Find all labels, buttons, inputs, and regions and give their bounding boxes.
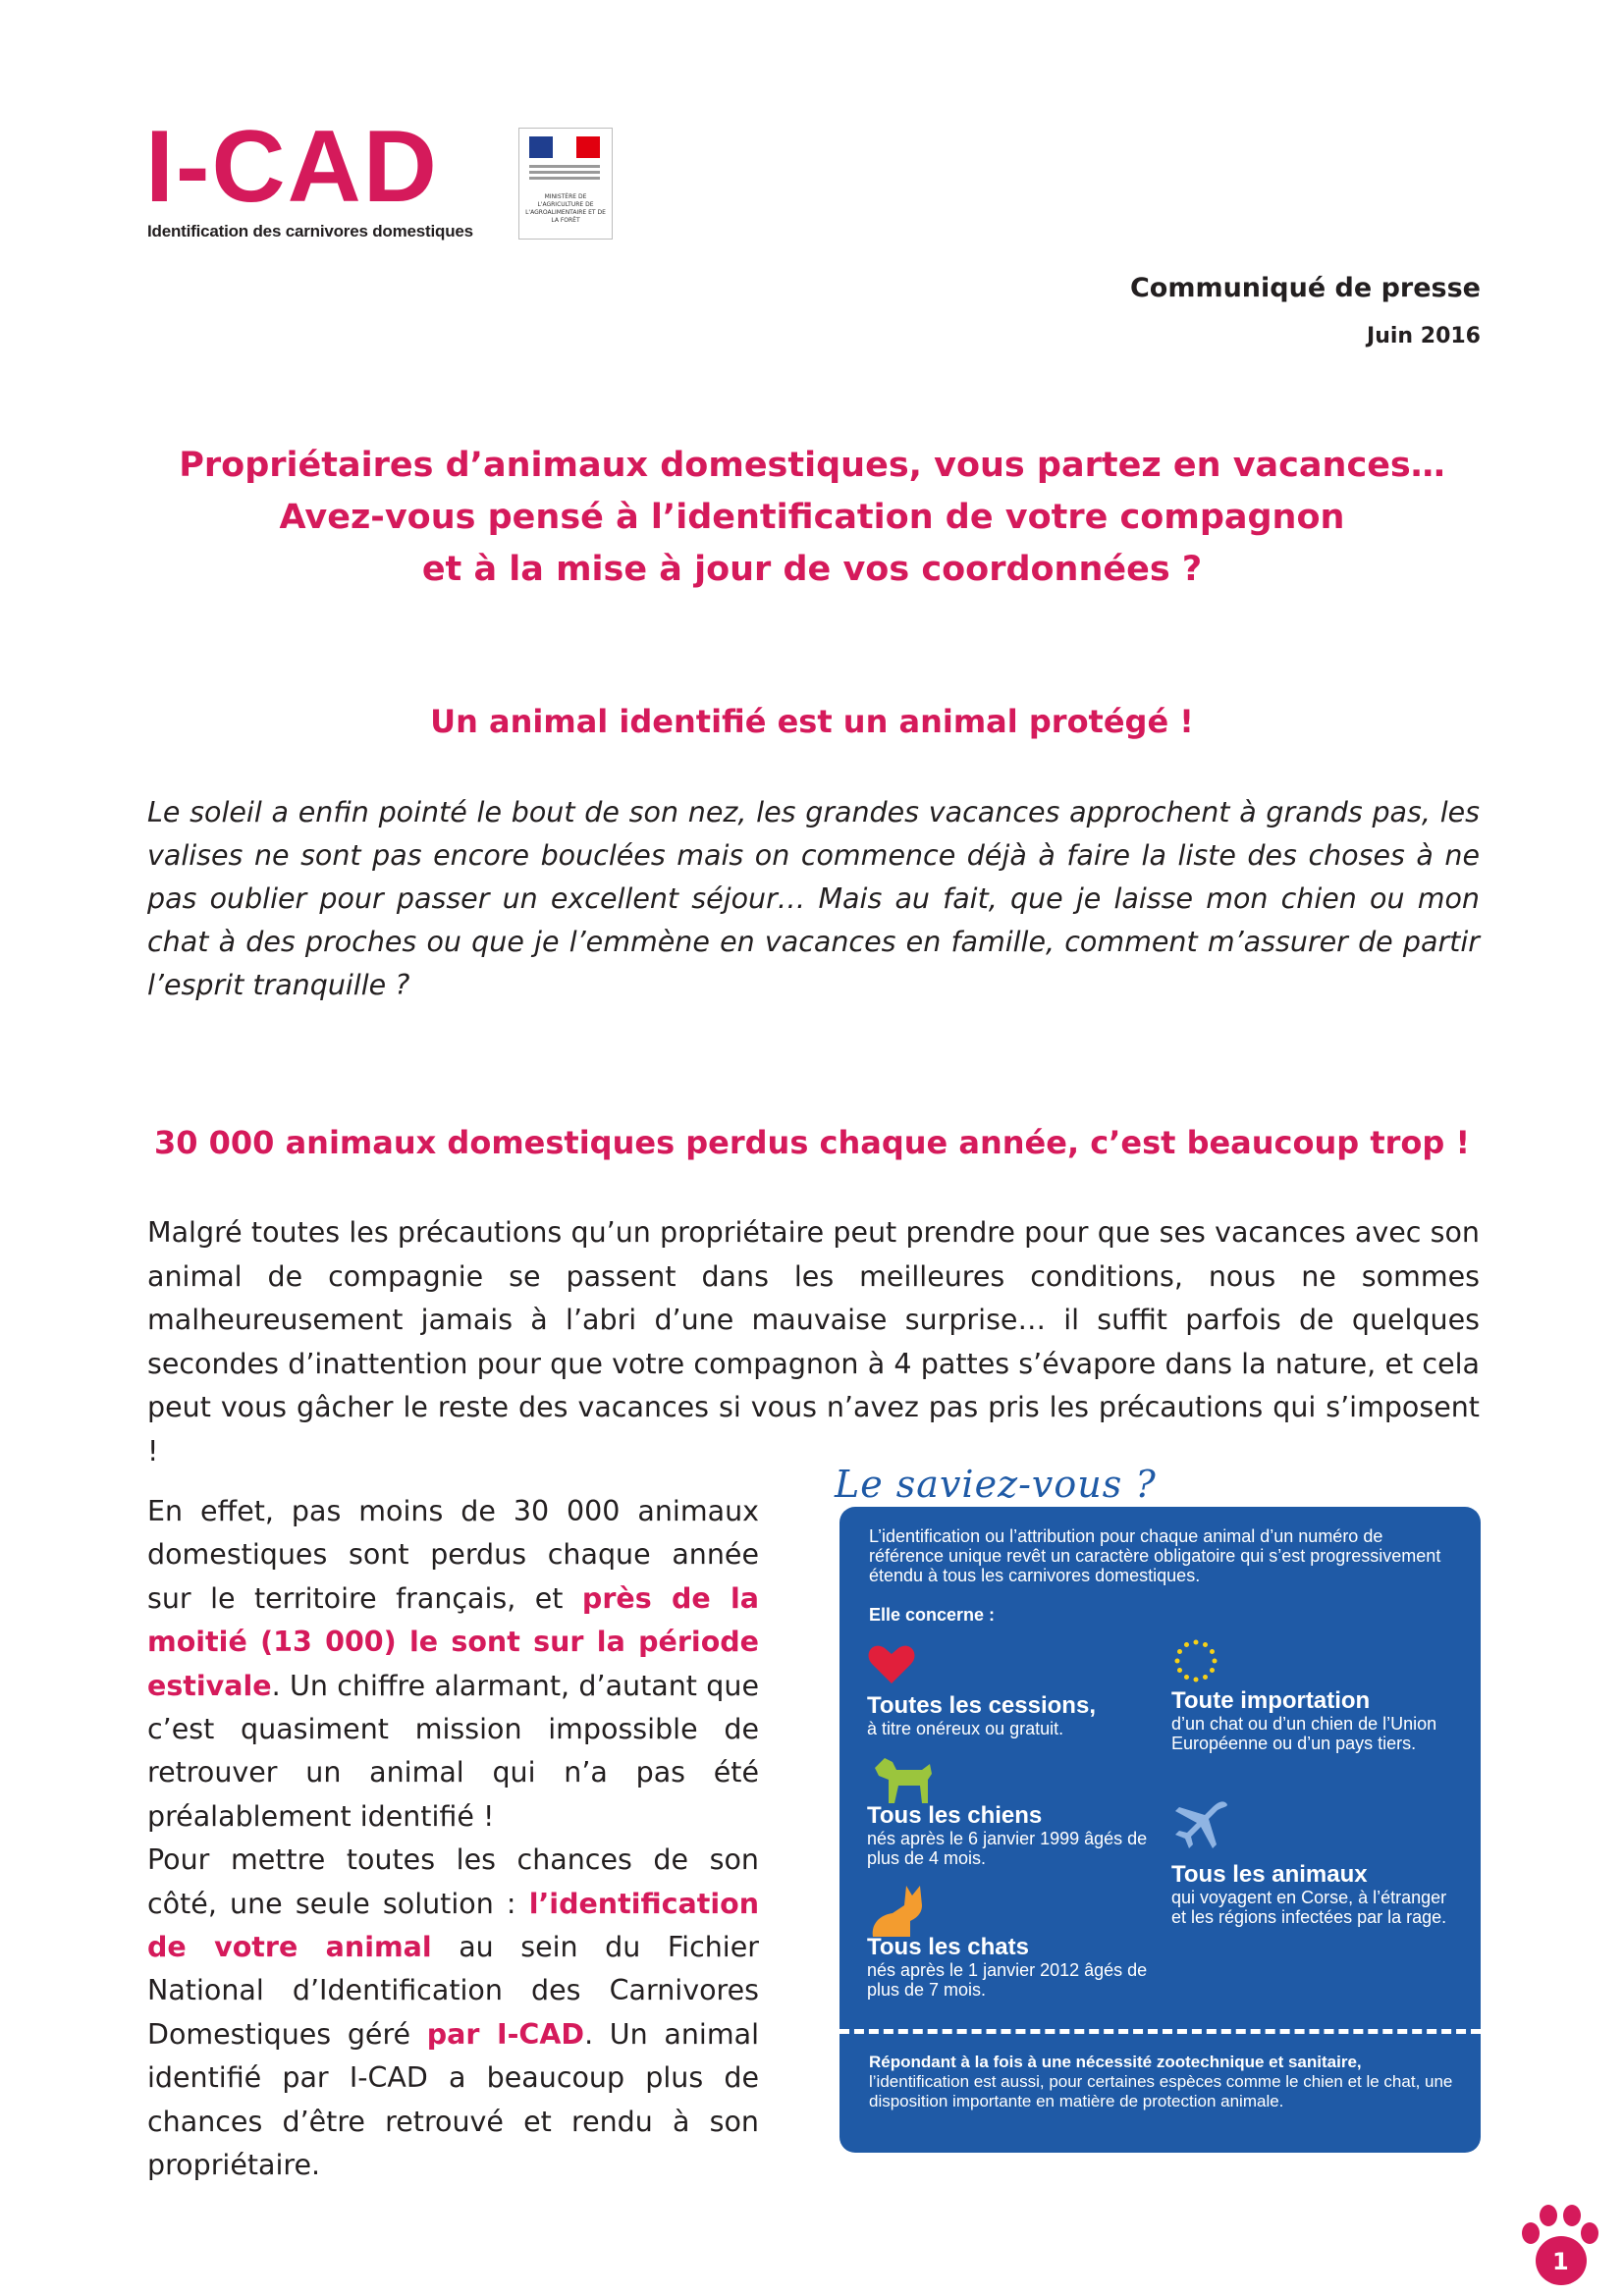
headline-line: Avez-vous pensé à l’identification de votre compagnon — [279, 498, 1345, 537]
infobox-item — [1171, 1688, 1456, 1753]
page-number: 1 — [1552, 2248, 1569, 2275]
body-text: . Un chiffre alarmant, d’autant que c’est quasiment mission impossible de retrouver un animal qui n’a pas été préalablement identifié ! — [147, 1669, 759, 1833]
item-title: Tous les chats — [867, 1934, 1029, 1960]
infobox-heading: Le saviez-vous ? — [835, 1463, 1157, 1506]
paw-page-number — [1516, 2199, 1604, 2287]
left-column — [147, 1490, 759, 2188]
body-paragraph: Malgré toutes les précautions qu’un propriétaire peut prendre pour que ses vacances avec son animal de compagnie se passent dans les meilleures conditions, nous ne sommes malheureusement jamais à l’abri d’une mauvaise surprise… il suffit parfois de quelques secondes d’inattention pour que votre compagnon à 4 pattes s’évapore dans la nature, et cela peut vous gâcher le reste des vacances si vous n’avez pas pris les précautions qui s’imposent ! — [147, 1216, 1480, 1468]
highlight-text: près de la moitié (13 000) le sont sur la période estivale — [147, 1581, 759, 1702]
french-flag-icon — [529, 136, 600, 158]
item-text: qui voyagent en Corse, à l’étranger et les régions infectées par la rage. — [1171, 1888, 1447, 1927]
item-text: d’un chat ou d’un chien de l’Union Européenne ou d’un pays tiers. — [1171, 1714, 1437, 1753]
infobox — [839, 1507, 1481, 2153]
ministry-text: MINISTÈRE DE L'AGRICULTURE DE L'AGROALIMENTAIRE ET DE LA FORÊT — [525, 193, 606, 224]
press-label: Communiqué de presse — [1129, 273, 1481, 303]
ministry-logo — [518, 128, 613, 240]
item-title: Tous les chiens — [867, 1802, 1043, 1829]
paw-toe — [1540, 2205, 1557, 2226]
intro-paragraph: Le soleil a enfin pointé le bout de son nez, les grandes vacances approchent à grands pas, les valises ne sont pas encore bouclées mais on commence déjà à faire la liste des choses à ne pas oublier pour passer un excellent séjour… Mais au fait, que je laisse mon chien ou mon chat à des proches ou que je l’emmène en vacances en famille, comment m’assurer de partir l’esprit tranquille ? — [147, 796, 1480, 1001]
infobox-item — [867, 1693, 1152, 1738]
body-text: au sein du Fichier National d’Identification des Carnivores Domestiques géré — [147, 1931, 759, 2051]
body-text: Pour mettre toutes les chances de son côté, une seule solution : — [147, 1843, 759, 1920]
paw-toe — [1581, 2222, 1598, 2244]
section-title: Un animal identifié est un animal protégé ! — [430, 703, 1194, 740]
infobox-concerne: Elle concerne : — [869, 1605, 996, 1625]
infobox-intro: L’identification ou l’attribution pour chaque animal d’un numéro de référence unique revêt un caractère obligatoire qui s’est progressivement étendu à tous les carnivores domestiques. — [869, 1526, 1441, 1585]
infobox-item — [867, 1935, 1152, 2000]
body-text: En effet, pas moins de 30 000 animaux domestiques sont perdus chaque année sur le territoire français, et — [147, 1495, 759, 1615]
item-text: à titre onéreux ou gratuit. — [867, 1719, 1064, 1738]
section-title: 30 000 animaux domestiques perdus chaque année, c’est beaucoup trop ! — [153, 1124, 1471, 1161]
paw-toe — [1522, 2222, 1540, 2244]
divider — [839, 2029, 1481, 2034]
item-text: nés après le 1 janvier 2012 âgés de plus de 7 mois. — [867, 1960, 1148, 2000]
headline-line: et à la mise à jour de vos coordonnées ? — [421, 550, 1203, 589]
infobox-item — [867, 1803, 1152, 1868]
item-title: Toutes les cessions, — [867, 1692, 1096, 1719]
infobox-footer — [869, 2053, 1458, 2111]
paw-toe — [1563, 2205, 1581, 2226]
dog-icon — [867, 1750, 936, 1805]
heart-icon — [867, 1642, 916, 1685]
highlight-text: l’identification de votre animal — [147, 1887, 759, 1964]
item-title: Tous les animaux — [1171, 1861, 1368, 1888]
item-text: nés après le 6 janvier 1999 âgés de plus de 4 mois. — [867, 1829, 1148, 1868]
cat-icon — [867, 1882, 926, 1939]
headline-line: Propriétaires d’animaux domestiques, vous partez en vacances… — [179, 446, 1445, 485]
press-date: Juin 2016 — [1367, 324, 1481, 348]
body-text: . Un animal identifié par I-CAD a beaucoup plus de chances d’être retrouvé et rendu à son propriétaire. — [147, 2017, 759, 2182]
infobox-item — [1171, 1862, 1456, 1927]
eu-stars-icon — [1171, 1636, 1220, 1685]
logo: I-CAD — [145, 110, 439, 224]
headline — [98, 440, 1526, 596]
plane-icon — [1171, 1799, 1230, 1852]
logo-subtitle: Identification des carnivores domestiques — [147, 222, 473, 240]
footer-bold: Répondant à la fois à une nécessité zootechnique et sanitaire, — [869, 2053, 1362, 2071]
highlight-text: par I-CAD — [426, 2017, 585, 2051]
footer-text: l’identification est aussi, pour certaines espèces comme le chien et le chat, une disposition importante en matière de protection animale. — [869, 2072, 1453, 2110]
item-title: Toute importation — [1171, 1687, 1371, 1714]
